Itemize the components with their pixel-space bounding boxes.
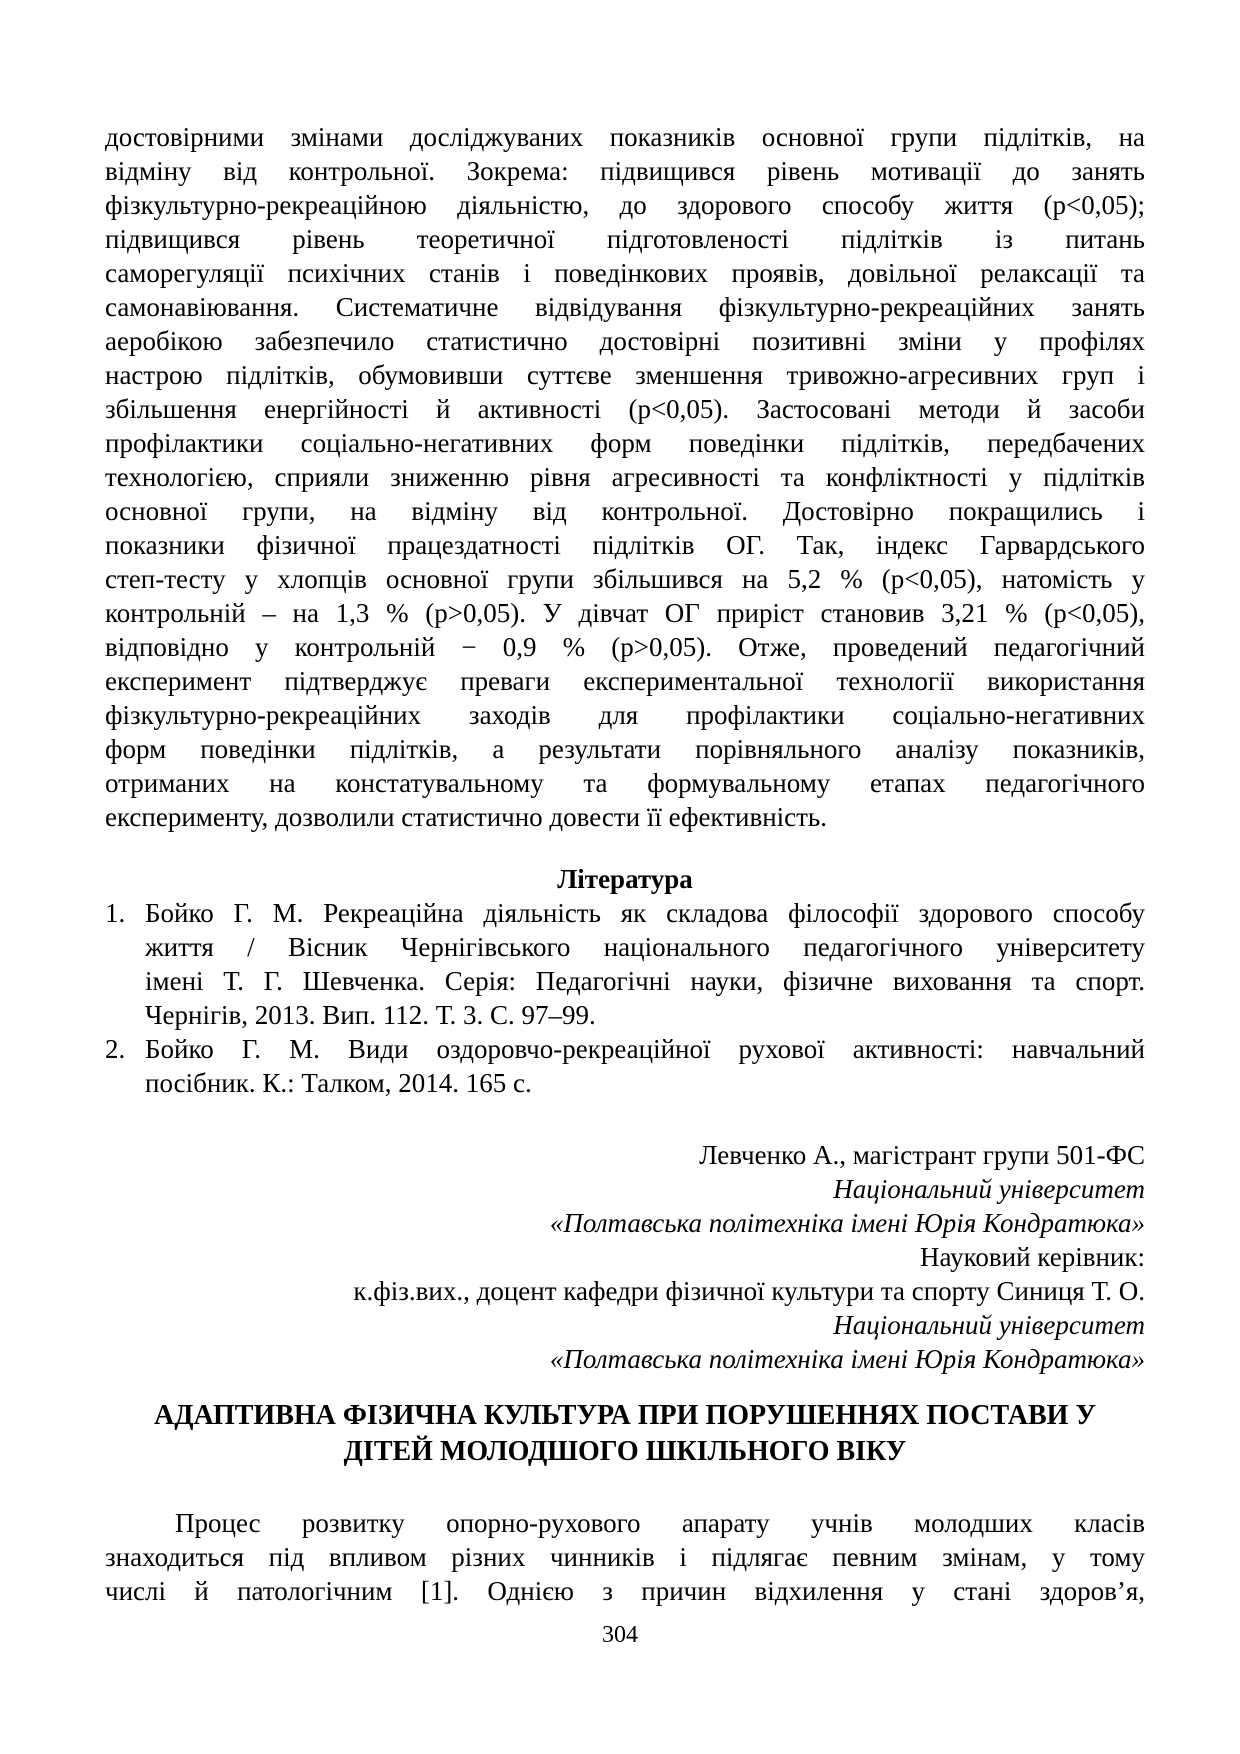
university-line: Національний університет	[833, 1310, 1145, 1340]
text-line: саморегуляції психічних станів і поведінкових проявів, довільної релаксації та	[105, 258, 1145, 288]
text-line: настрою підлітків, обумовивши суттєве зменшення тривожно-агресивних груп і	[105, 360, 1145, 390]
text-line: фізкультурно-рекреаційних заходів для профілактики соціально-негативних	[105, 700, 1145, 730]
list-item-number: 2.	[105, 1034, 126, 1064]
text-line: профілактики соціально-негативних форм поведінки підлітків, передбачених	[105, 428, 1145, 458]
text-line: експеримент підтверджує преваги експериментальної технології використання	[105, 666, 1145, 696]
author-line: Левченко А., магістрант групи 501-ФС	[699, 1140, 1145, 1170]
text-line: відміну від контрольної. Зокрема: підвищився рівень мотивації до занять	[105, 156, 1145, 186]
article-title-line: ДІТЕЙ МОЛОДШОГО ШКІЛЬНОГО ВІКУ	[343, 1436, 907, 1467]
text-line: самонавіювання. Систематичне відвідування фізкультурно-рекреаційних занять	[105, 292, 1145, 322]
text-line: Процес розвитку опорно-рухового апарату учнів молодших класів	[175, 1508, 1145, 1538]
continuation-paragraph	[105, 120, 1145, 834]
text-line: основної групи, на відміну від контрольної. Достовірно покращились і	[105, 496, 1145, 526]
text-line: підвищився рівень теоретичної підготовленості підлітків із питань	[105, 224, 1145, 254]
attribution-block	[105, 1138, 1145, 1376]
supervisor-label: Науковий керівник:	[920, 1242, 1145, 1272]
text-line: числі й патологічним [1]. Однією з причин відхилення у стані здоров’я,	[105, 1576, 1145, 1606]
text-line: збільшення енергійності й активності (р<0,05). Застосовані методи й засоби	[105, 394, 1145, 424]
text-line: контрольній – на 1,3 % (р>0,05). У дівчат ОГ приріст становив 3,21 % (р<0,05),	[105, 598, 1145, 628]
literature-heading: Література	[557, 864, 693, 894]
text-line: Бойко Г. М. Види оздоровчо-рекреаційної рухової активності: навчальний	[145, 1034, 1145, 1064]
text-line: технологією, сприяли зниженню рівня агресивності та конфліктності у підлітків	[105, 462, 1145, 492]
text-line: відповідно у контрольній − 0,9 % (р>0,05). Отже, проведений педагогічний	[105, 632, 1145, 662]
text-line: знаходиться під впливом різних чинників і підлягає певним змінам, у тому	[105, 1542, 1145, 1572]
page-number: 304	[602, 1622, 638, 1648]
text-line: форм поведінки підлітків, а результати порівняльного аналізу показників,	[105, 734, 1145, 764]
university-line: «Полтавська політехніка імені Юрія Кондратюка»	[549, 1208, 1145, 1238]
text-line: аеробікою забезпечило статистично достовірні позитивні зміни у профілях	[105, 326, 1145, 356]
text-line: достовірними змінами досліджуваних показників основної групи підлітків, на	[105, 122, 1145, 152]
literature-item	[105, 896, 1145, 1032]
article-title-line: АДАПТИВНА ФІЗИЧНА КУЛЬТУРА ПРИ ПОРУШЕННЯХ ПОСТАВИ У	[153, 1400, 1097, 1431]
list-item-number: 1.	[105, 898, 126, 928]
literature-item	[105, 1032, 1145, 1100]
text-line: експерименту, дозволили статистично довести її ефективність.	[105, 802, 827, 832]
university-line: Національний університет	[833, 1174, 1145, 1204]
text-line: фізкультурно-рекреаційною діяльністю, до здорового способу життя (р<0,05);	[105, 190, 1145, 220]
list-item-text	[145, 1032, 1145, 1100]
list-item-text	[145, 896, 1145, 1032]
text-line: Чернігів, 2013. Вип. 112. Т. 3. С. 97–99.	[145, 1000, 596, 1030]
article-title	[105, 1398, 1145, 1470]
text-line: показники фізичної працездатності підлітків ОГ. Так, індекс Гарвардського	[105, 530, 1145, 560]
text-line: отриманих на констатувальному та формувальному етапах педагогічного	[105, 768, 1145, 798]
text-line: Бойко Г. М. Рекреаційна діяльність як складова філософії здорового способу	[145, 898, 1145, 928]
article-first-paragraph	[105, 1506, 1145, 1608]
literature-list	[105, 896, 1145, 1100]
text-line: імені Т. Г. Шевченка. Серія: Педагогічні науки, фізичне виховання та спорт.	[145, 966, 1145, 996]
text-line: степ-тесту у хлопців основної групи збільшився на 5,2 % (р<0,05), натомість у	[105, 564, 1145, 594]
supervisor-line: к.фіз.вих., доцент кафедри фізичної культури та спорту Синиця Т. О.	[353, 1276, 1145, 1306]
university-line: «Полтавська політехніка імені Юрія Кондратюка»	[549, 1344, 1145, 1374]
text-line: життя / Вісник Чернігівського національного педагогічного університету	[145, 932, 1145, 962]
text-line: посібник. К.: Талком, 2014. 165 с.	[145, 1068, 532, 1098]
